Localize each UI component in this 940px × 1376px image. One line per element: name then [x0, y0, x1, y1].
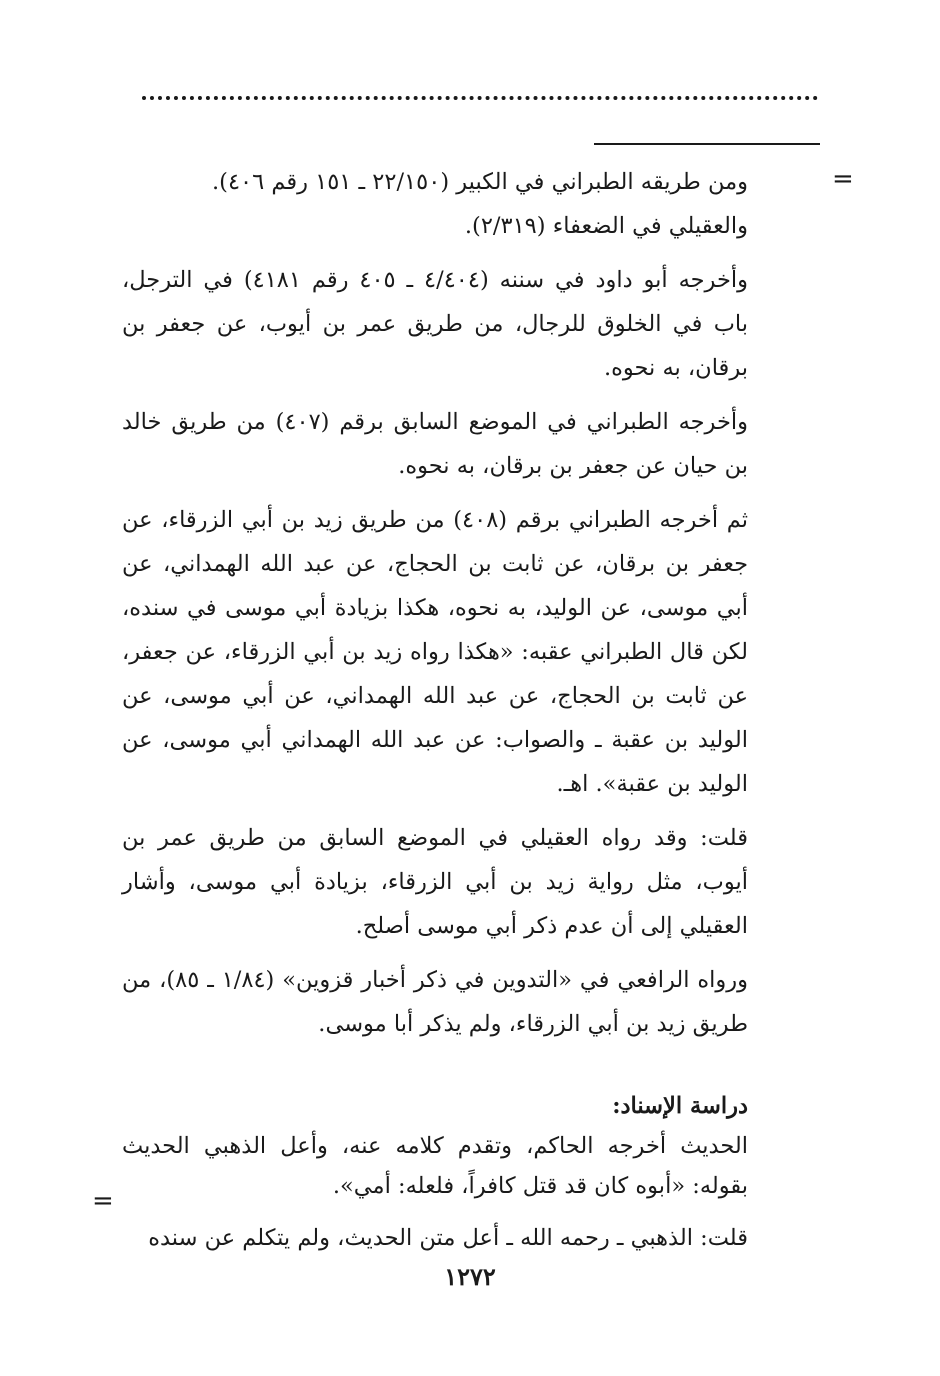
paragraph-tabarani-kabir: ومن طريقه الطبراني في الكبير (٢٢/١٥٠ ـ ١٥١ رقم ٤٠٦). [212, 169, 748, 195]
paragraph-qultu-dhahabi: قلت: الذهبي ـ رحمه الله ـ أعل متن الحديث، ولم يتكلم عن سنده [148, 1225, 748, 1251]
paragraph-tabarani-408: ثم أخرجه الطبراني برقم (٤٠٨) من طريق زيد بن أبي الزرقاء، عن جعفر بن برقان، عن ثابت بن الحجاج، عن عبد الله الهمداني، عن أبي موسى، عن الوليد، به نحوه، هكذا بزيادة أبي موسى في سنده، لكن قال الطبراني عقبه: «هكذا رواه زيد بن أبي الزرقاء، عن جعفر، عن ثابت بن الحجاج، عن عبد الله الهمداني، عن أبي موسى، عن الوليد بن عقبة ـ والصواب: عن عبد الله الهمداني أبي موسى، عن الوليد بن عقبة». اهـ. [122, 507, 748, 797]
continuation-mark-top: = [832, 164, 854, 194]
footnote-rule [594, 143, 820, 145]
paragraph-tabarani-407: وأخرجه الطبراني في الموضع السابق برقم (٤٠٧) من طريق خالد بن حيان عن جعفر بن برقان، به نحوه. [122, 409, 749, 479]
paragraph-hakim: الحديث أخرجه الحاكم، وتقدم كلامه عنه، وأعل الذهبي الحديث بقوله: «أبوه كان قد قتل كافراً، فلعله: أمي». [122, 1133, 748, 1199]
paragraph-uqayli: والعقيلي في الضعفاء (٢/٣١٩). [464, 213, 748, 239]
paragraph-abu-dawud: وأخرجه أبو داود في سننه (٤/٤٠٤ ـ ٤٠٥ رقم ٤١٨١) في الترجل، باب في الخلوق للرجال، من طريق عمر بن أيوب، عن جعفر بن برقان، به نحوه. [122, 267, 748, 381]
footnote-text [122, 160, 748, 1270]
continuation-mark-bottom: = [92, 1186, 114, 1216]
section-heading-isnad: دراسة الإسناد: [612, 1093, 748, 1119]
paragraph-rafii: ورواه الرافعي في «التدوين في ذكر أخبار قزوين» (١/٨٤ ـ ٨٥)، من طريق زيد بن أبي الزرقاء، ولم يذكر أبا موسى. [122, 967, 748, 1037]
paragraph-qultu-uqayli: قلت: وقد رواه العقيلي في الموضع السابق من طريق عمر بن أيوب، مثل رواية زيد بن أبي الزرقاء، بزيادة أبي موسى، وأشار العقيلي إلى أن عدم ذكر أبي موسى أصلح. [122, 825, 748, 939]
page-number: ١٢٧٢ [444, 1262, 496, 1291]
dotted-separator [142, 96, 818, 100]
